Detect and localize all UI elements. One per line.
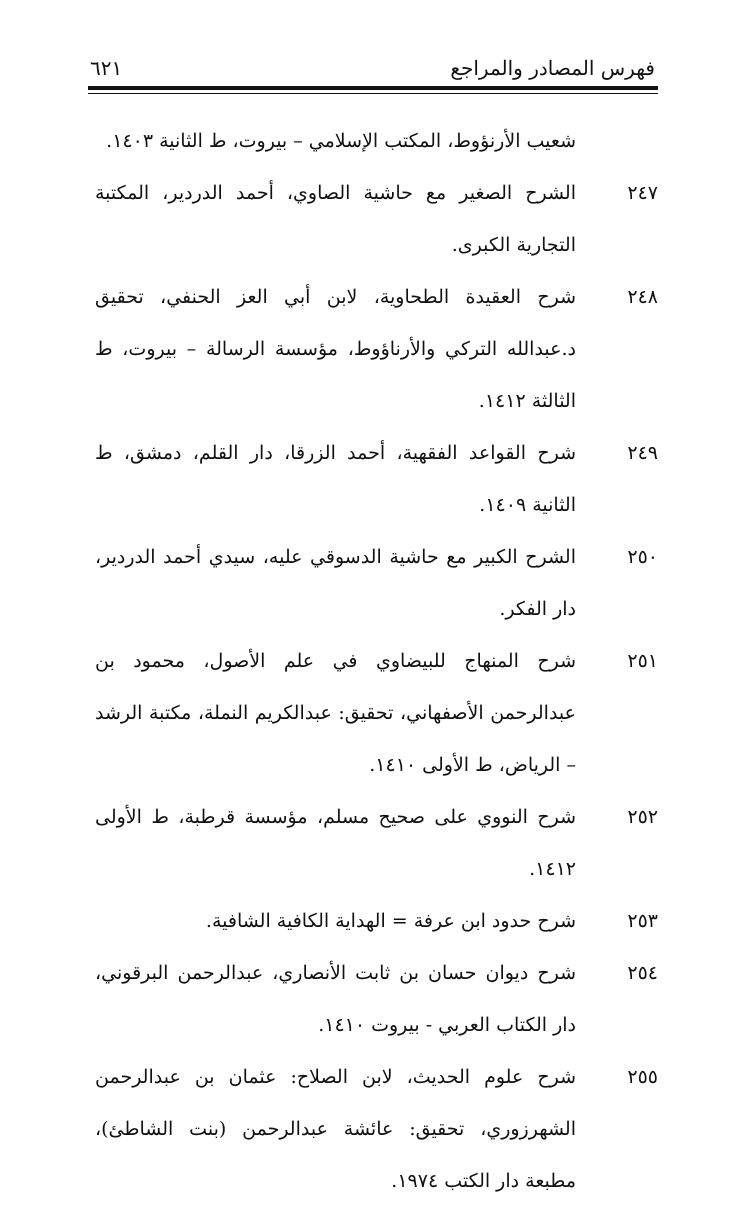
bibliography-entry xyxy=(95,635,658,791)
entry-text: شرح العقيدة الطحاوية، لابن أبي العز الحنفي، تحقيق د.عبدالله التركي والأرناؤوط، مؤسسة الرسالة – بيروت، ط الثالثة ١٤١٢. xyxy=(95,286,576,412)
entry-text: شرح علوم الحديث، لابن الصلاح: عثمان بن عبدالرحمن الشهرزوري، تحقيق: عائشة عبدالرحمن (بنت الشاطئ)، مطبعة دار الكتب ١٩٧٤. xyxy=(95,1066,576,1192)
entry-number: ٢٤٧ xyxy=(627,182,658,204)
bibliography-entry xyxy=(95,895,658,947)
bibliography-entry xyxy=(95,1051,658,1207)
entry-text: شرح المنهاج للبيضاوي في علم الأصول، محمود بن عبدالرحمن الأصفهاني، تحقيق: عبدالكريم النملة، مكتبة الرشد – الرياض، ط الأولى ١٤١٠. xyxy=(95,650,576,776)
entry-number: ٢٥٣ xyxy=(627,910,658,932)
entry-text: شرح حدود ابن عرفة = الهداية الكافية الشافية. xyxy=(205,910,576,932)
entry-text: الشرح الصغير مع حاشية الصاوي، أحمد الدردير، المكتبة التجارية الكبرى. xyxy=(95,182,576,256)
continuation-line: شعيب الأرنؤوط، المكتب الإسلامي – بيروت، ط الثانية ١٤٠٣. xyxy=(106,130,576,152)
bibliography-entry xyxy=(95,791,658,895)
bibliography-entry xyxy=(95,947,658,1051)
bibliography-entry xyxy=(95,167,658,271)
header-title: فهرس المصادر والمراجع xyxy=(450,56,655,80)
entry-number: ٢٥٠ xyxy=(627,546,658,568)
bibliography-list xyxy=(95,115,658,1207)
entry-number: ٢٤٨ xyxy=(627,286,658,308)
header-rule-thick xyxy=(88,86,658,90)
entry-text: شرح النووي على صحيح مسلم، مؤسسة قرطبة، ط الأولى ١٤١٢. xyxy=(95,806,576,880)
entry-number: ٢٥٤ xyxy=(627,962,658,984)
bibliography-entry xyxy=(95,531,658,635)
header-rule-thin xyxy=(88,93,658,94)
entry-text: شرح ديوان حسان بن ثابت الأنصاري، عبدالرحمن البرقوني، دار الكتاب العربي - بيروت ١٤١٠. xyxy=(95,962,576,1036)
entry-number: ٢٥١ xyxy=(627,650,658,672)
entry-number: ٢٥٥ xyxy=(627,1066,658,1088)
bibliography-entry xyxy=(95,427,658,531)
bibliography-entry xyxy=(95,271,658,427)
page-number: ٦٢١ xyxy=(90,56,123,80)
running-header xyxy=(90,56,655,86)
entry-text: شرح القواعد الفقهية، أحمد الزرقا، دار القلم، دمشق، ط الثانية ١٤٠٩. xyxy=(95,442,576,516)
entry-number: ٢٤٩ xyxy=(627,442,658,464)
entry-number: ٢٥٢ xyxy=(627,806,658,828)
entry-text: الشرح الكبير مع حاشية الدسوقي عليه، سيدي أحمد الدردير، دار الفكر. xyxy=(95,546,576,620)
